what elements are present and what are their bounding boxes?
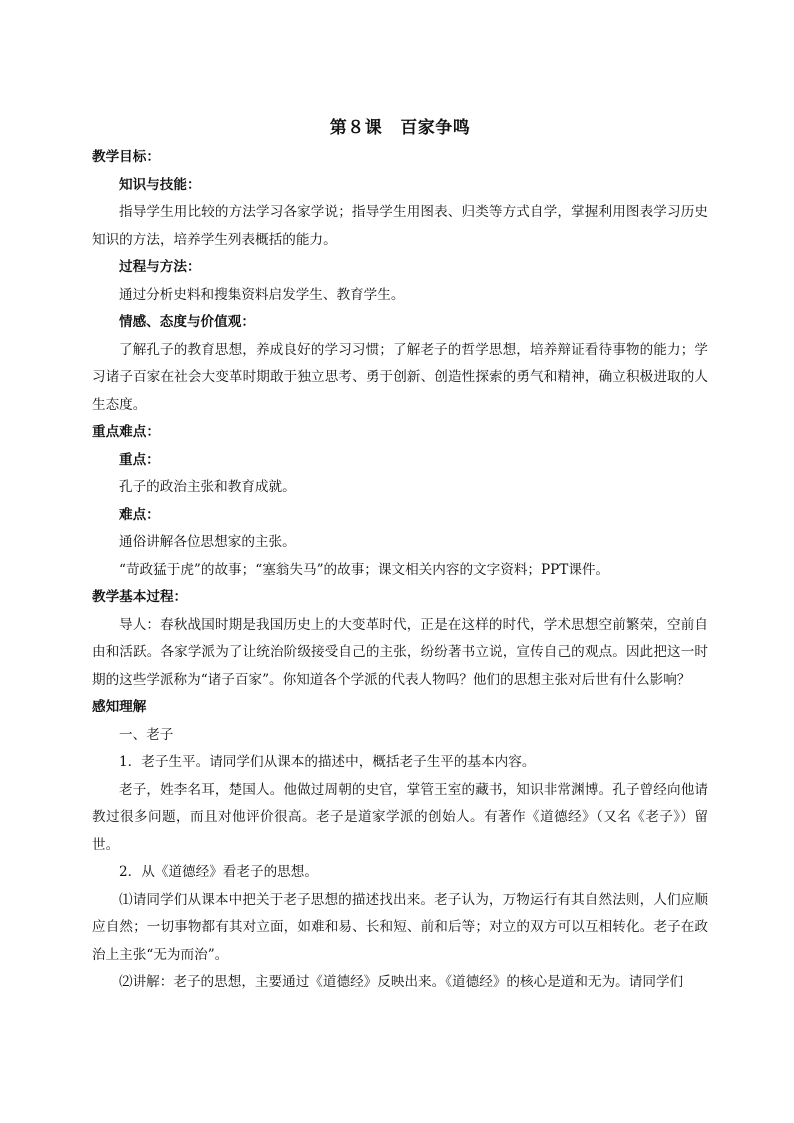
paragraph: 孔子的政治主张和教育成就。 xyxy=(119,479,296,495)
subsection-heading: 难点： xyxy=(119,506,160,523)
paragraph: ⑵讲解：老子的思想，主要通过《道德经》反映出来。《道德经》的核心是道和无为。请同学们 xyxy=(119,974,684,990)
subsection-heading: 知识与技能： xyxy=(119,176,201,193)
list-item: 一、老子 xyxy=(119,726,174,743)
section-heading: 教学目标： xyxy=(92,149,160,165)
section-heading: 教学基本过程： xyxy=(92,589,188,605)
section-heading: 感知理解 xyxy=(92,699,147,715)
paragraph: 通过分析史料和搜集资料启发学生、教育学生。 xyxy=(119,286,405,303)
subsection-heading: 重点： xyxy=(119,451,160,468)
list-item: 2．从《道德经》看老子的思想。 xyxy=(119,864,318,880)
paragraph: 老子，姓李名耳，楚国人。他做过周朝的史官，掌管王室的藏书，知识非常渊博。孔子曾经向他请教过很多问题，而且对他评价很高。老子是道家学派的创始人。有著作《道德经》（又名《老子》）留世。 xyxy=(92,781,708,853)
paragraph: 通俗讲解各位思想家的主张。 xyxy=(119,534,296,550)
paragraph: “苛政猛于虎”的故事；“塞翁失马”的故事；课文相关内容的文字资料；PPT课件。 xyxy=(119,561,610,578)
paragraph: 指导学生用比较的方法学习各家学说；指导学生用图表、归类等方式自学，掌握利用图表学习历史知识的方法，培养学生列表概括的能力。 xyxy=(92,204,708,248)
lesson-number: 第８课 xyxy=(329,118,383,138)
subsection-heading: 过程与方法： xyxy=(119,259,201,275)
paragraph: 了解孔子的教育思想，养成良好的学习习惯；了解老子的哲学思想，培养辩证看待事物的能力；学习诸子百家在社会大变革时期敢于独立思考、勇于创新、创造性探索的勇气和精神，确立积极进取的人生态度。 xyxy=(92,341,708,413)
paragraph: 导人：春秋战国时期是我国历史上的大变革时代，正是在这样的时代，学术思想空前繁荣，空前自由和活跃。各家学派为了让统治阶级接受自己的主张，纷纷著书立说，宣传自己的观点。因此把这一时期的这些学派称为“诸子百家”。你知道各个学派的代表人物吗？他们的思想主张对后世有什么影响？ xyxy=(92,616,708,688)
section-heading: 重点难点： xyxy=(92,424,160,440)
list-item: 1．老子生平。请同学们从课本的描述中，概括老子生平的基本内容。 xyxy=(119,754,536,770)
document-body xyxy=(92,114,708,997)
lesson-title: 百家争鸣 xyxy=(400,118,471,138)
subsection-heading: 情感、态度与价值观： xyxy=(119,314,255,330)
page-title xyxy=(92,114,708,142)
paragraph: ⑴请同学们从课本中把关于老子思想的描述找出来。老子认为，万物运行有其自然法则，人们应顺应自然；一切事物都有其对立面，如难和易、长和短、前和后等；对立的双方可以互相转化。老子在政治上主张“无为而治”。 xyxy=(92,891,708,963)
